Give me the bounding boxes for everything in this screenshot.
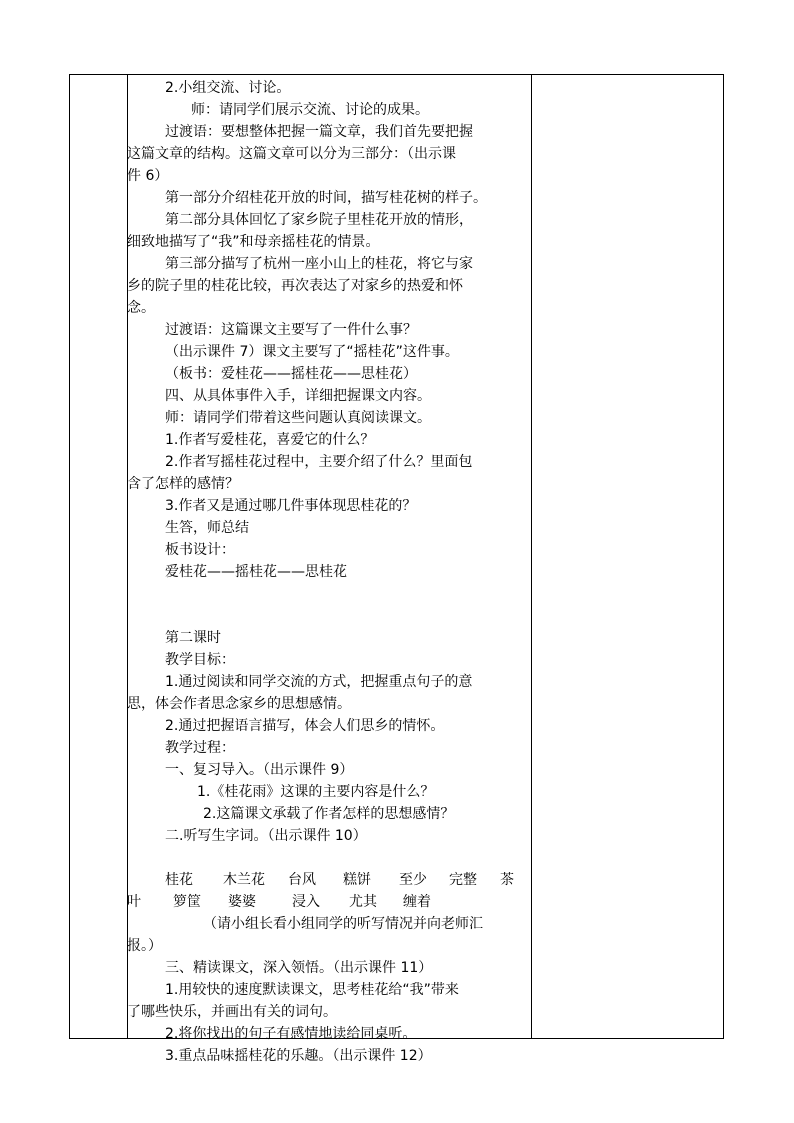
text-line: 四、从具体事件入手，详细把握课文内容。 (165, 388, 431, 404)
text-line: 了哪些快乐，并画出有关的词句。 (127, 1004, 337, 1020)
text-line: 2.作者写摇桂花过程中，主要介绍了什么？里面包 (165, 454, 473, 470)
text-line: 乡的院子里的桂花比较，再次表达了对家乡的热爱和怀 (127, 278, 463, 294)
text-line: 2.将你找出的句子有感情地读给同桌听。 (165, 1026, 417, 1042)
vocab-row-1 (127, 869, 530, 891)
text-line: 1.作者写爱桂花，喜爱它的什么？ (165, 432, 375, 448)
blank-space (127, 847, 530, 869)
blank-space (127, 583, 530, 627)
text-line: 师：请同学们带着这些问题认真阅读课文。 (165, 410, 431, 426)
lesson-content (127, 77, 530, 1067)
vocab-word: 箩筐 (173, 894, 201, 910)
vocab-word: 至少 (399, 872, 427, 888)
text-line: 2.这篇课文承载了作者怎样的思想感情？ (203, 806, 455, 822)
vocab-word: 台风 (288, 872, 316, 888)
text-line: 件 6） (127, 168, 169, 184)
text-line: 三、精读课文，深入领悟。（出示课件 11） (165, 960, 433, 976)
text-line: 含了怎样的感情？ (127, 476, 239, 492)
column-divider-right (531, 75, 532, 1038)
text-line: 1.通过阅读和同学交流的方式，把握重点句子的意 (165, 674, 473, 690)
text-line: 1.用较快的速度默读课文，思考桂花给“我”带来 (165, 982, 459, 998)
text-line: 第一部分介绍桂花开放的时间，描写桂花树的样子。 (165, 190, 487, 206)
text-line: 报。） (127, 938, 162, 954)
text-line: 爱桂花——摇桂花——思桂花 (165, 564, 347, 580)
text-line: 3.重点品味摇桂花的乐趣。（出示课件 12） (165, 1048, 432, 1064)
vocab-word: 木兰花 (223, 872, 265, 888)
vocab-word: 茶 (500, 872, 514, 888)
text-line: （板书：爱桂花——摇桂花——思桂花） (165, 366, 417, 382)
text-line: 教学目标： (165, 652, 235, 668)
text-line: 一、复习导入。（出示课件 9） (165, 762, 354, 778)
text-line: 2.小组交流、讨论。 (165, 80, 291, 96)
vocab-word: 浸入 (292, 894, 320, 910)
vocab-word: 缠着 (403, 894, 431, 910)
text-line: （请小组长看小组同学的听写情况并向老师汇 (203, 916, 483, 932)
text-line: 第二课时 (165, 630, 221, 646)
text-line: 第三部分描写了杭州一座小山上的桂花，将它与家 (165, 256, 473, 272)
text-line: 3.作者又是通过哪几件事体现思桂花的？ (165, 498, 417, 514)
text-line: 教学过程： (165, 740, 235, 756)
vocab-word: 婆婆 (228, 894, 256, 910)
vocab-word: 叶 (127, 894, 141, 910)
text-line: 生答，师总结 (165, 520, 249, 536)
text-line: 过渡语：这篇课文主要写了一件什么事？ (165, 322, 417, 338)
vocab-word: 糕饼 (343, 872, 371, 888)
text-line: 过渡语：要想整体把握一篇文章，我们首先要把握 (165, 124, 473, 140)
text-line: 细致地描写了“我”和母亲摇桂花的情景。 (127, 234, 380, 250)
vocab-row-2 (127, 891, 530, 913)
text-line: 1.《桂花雨》这课的主要内容是什么？ (197, 784, 435, 800)
vocab-word: 完整 (449, 872, 477, 888)
text-line: 板书设计： (165, 542, 235, 558)
text-line: （出示课件 7）课文主要写了“摇桂花”这件事。 (165, 344, 459, 360)
text-line: 思，体会作者思念家乡的思想感情。 (127, 696, 351, 712)
text-line: 这篇文章的结构。这篇文章可以分为三部分：（出示课 (127, 146, 456, 162)
text-line: 念。 (127, 300, 155, 316)
vocab-word: 尤其 (349, 894, 377, 910)
text-line: 师：请同学们展示交流、讨论的成果。 (191, 102, 429, 118)
text-line: 二.听写生字词。（出示课件 10） (165, 828, 367, 844)
text-line: 2.通过把握语言描写，体会人们思乡的情怀。 (165, 718, 445, 734)
text-line: 第二部分具体回忆了家乡院子里桂花开放的情形， (165, 212, 473, 228)
vocab-word: 桂花 (165, 872, 193, 888)
